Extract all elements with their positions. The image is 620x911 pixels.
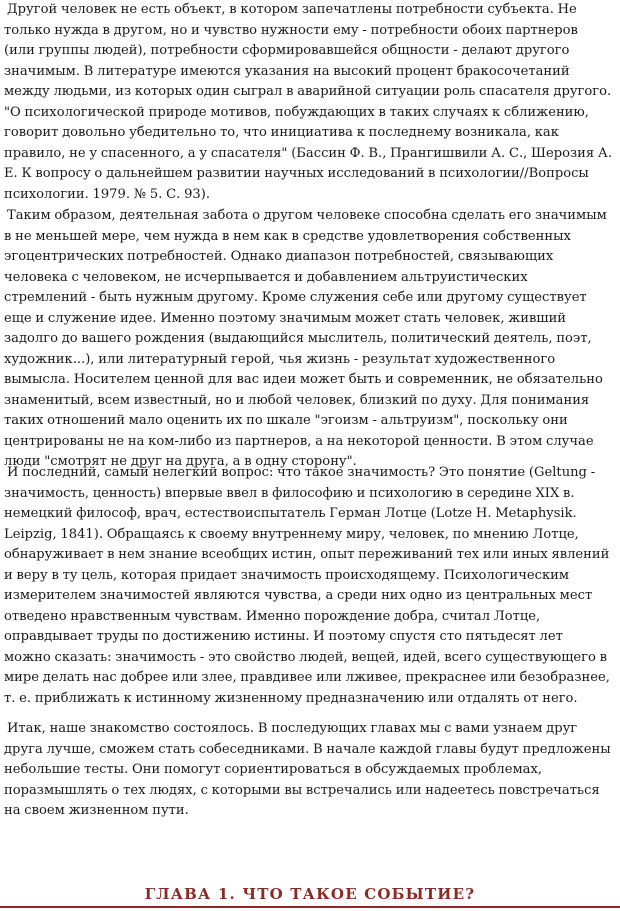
body-paragraph: Итак, наше знакомство состоялось. В последующих главах мы с вами узнаем друг друга лучше, сможем стать собеседниками. В начале каждой главы будут предложены небольшие тесты. Они помогут сориентироваться в обсуждаемых проблемах, поразмышлять о тех людях, с которыми вы встречались или надеетесь повстречаться на своем жизненном пути. bbox=[4, 721, 611, 818]
chapter-divider bbox=[0, 906, 620, 908]
chapter-heading: ГЛАВА 1. ЧТО ТАКОЕ СОБЫТИЕ? bbox=[144, 885, 476, 903]
body-paragraph: И последний, самый нелегкий вопрос: что такое значимость? Это понятие (Geltung - значимость, ценность) впервые ввел в философию и психологию в середине XIX в. немецкий философ, врач, естествоиспытатель Герман Лотце (Lotze H. Metaphysik. Leipzig, 1841). Обращаясь к своему внутреннему миру, человек, по мнению Лотце, обнаруживает в нем знание всеобщих истин, опыт переживаний тех или иных явлений и веру в ту цель, которая придает значимость происходящему. Психологическим измерителем значимостей являются чувства, а среди них одно из центральных мест отведено нравственным чувствам. Именно порождение добра, считал Лотце, оправдывает труды по достижению истины. И поэтому спустя сто пятьдесят лет можно сказать: значимость - это свойство людей, вещей, идей, всего существующего в мире делать нас добрее или злее, правдивее или лживее, прекраснее или безобразнее, т. е. приближать к истинному жизненному предназначению или отдалять от него. bbox=[4, 465, 610, 706]
body-paragraph: Таким образом, деятельная забота о другом человеке способна сделать его значимым в не меньшей мере, чем нужда в нем как в средстве удовлетворения собственных эгоцентрических потребностей. Однако диапазон потребностей, связывающих человека с человеком, не исчерпывается и добавлением альтруистических стремлений - быть нужным другому. Кроме служения себе или другому существует еще и служение идее. Именно поэтому значимым может стать человек, живший задолго до вашего рождения (выдающийся мыслитель, политический деятель, поэт, художник...), или литературный герой, чья жизнь - результат художественного вымысла. Носителем ценной для вас идеи может быть и современник, не обязательно знаменитый, всем известный, но и любой человек, близкий по духу. Для понимания таких отношений мало оценить их по шкале "эгоизм - альтруизм", поскольку они центрированы не на ком-либо из партнеров, а на некоторой ценности. В этом случае люди "смотрят не друг на друга, а в одну сторону". bbox=[4, 208, 607, 469]
body-paragraph: Другой человек не есть объект, в котором запечатлены потребности субъекта. Не только нужда в другом, но и чувство нужности ему - потребности обоих партнеров (или группы людей), потребности сформировавшейся общности - делают другого значимым. В литературе имеются указания на высокий процент бракосочетаний между людьми, из которых один сыграл в аварийной ситуации роль спасателя другого. "О психологической природе мотивов, побуждающих в таких случаях к сближению, говорит довольно убедительно то, что инициатива к последнему возникала, как правило, не у спасенного, а у спасателя" (Бассин Ф. В., Прангишвили А. С., Шерозия А. Е. К вопросу о дальнейшем развитии научных исследований в психологии//Вопросы психологии. 1979. № 5. С. 93). bbox=[4, 2, 612, 202]
